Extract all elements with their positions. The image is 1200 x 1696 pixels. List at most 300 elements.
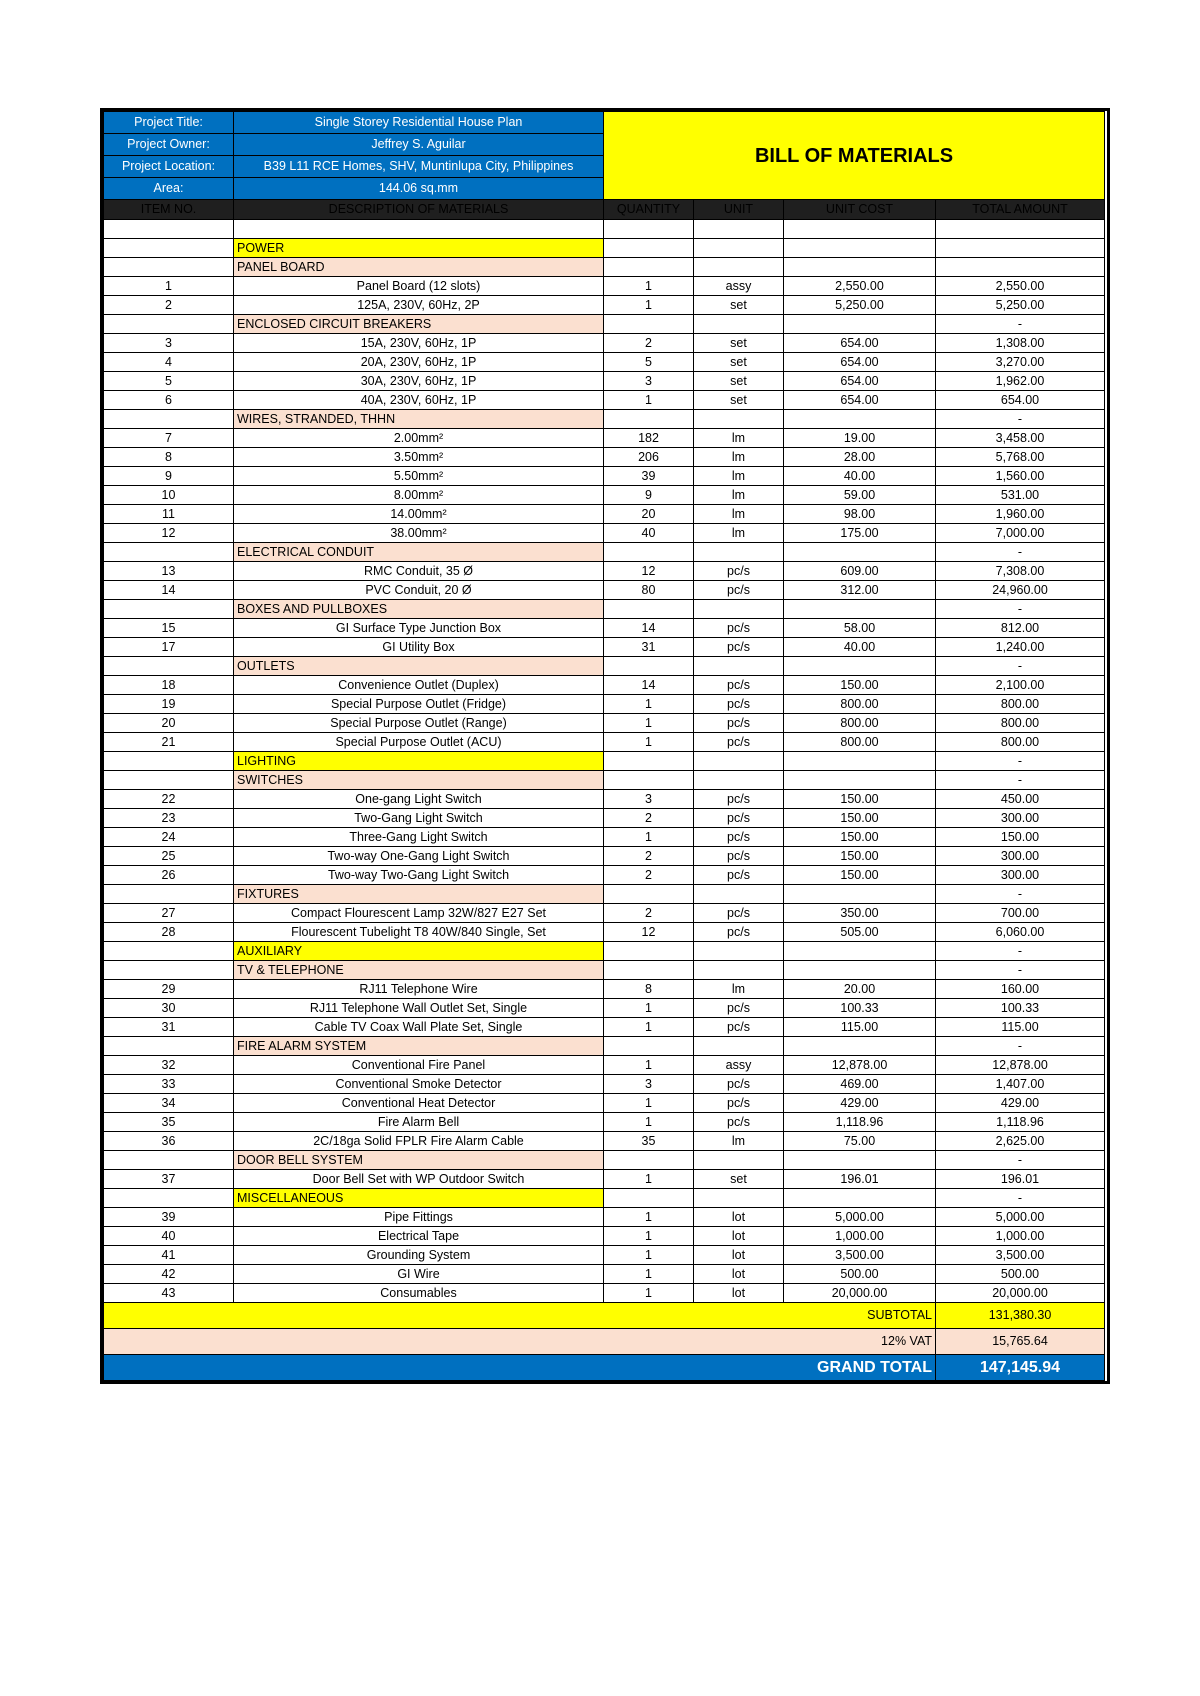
unit-cost-cell [784,1037,936,1056]
description-cell: 20A, 230V, 60Hz, 1P [234,353,604,372]
column-header-row [104,200,1105,220]
table-row [104,1246,1105,1265]
description-cell: Conventional Heat Detector [234,1094,604,1113]
total-amount-cell: 2,625.00 [936,1132,1105,1151]
unit-cost-cell: 505.00 [784,923,936,942]
table-row [104,1284,1105,1303]
subtotal-row [104,1303,1105,1329]
table-row [104,429,1105,448]
description-cell: GI Utility Box [234,638,604,657]
description-cell: Fire Alarm Bell [234,1113,604,1132]
quantity-cell: 20 [604,505,694,524]
item-no-cell [104,942,234,961]
item-no-cell: 5 [104,372,234,391]
unit-cell: pc/s [694,581,784,600]
unit-cost-cell: 150.00 [784,866,936,885]
description-cell: 2C/18ga Solid FPLR Fire Alarm Cable [234,1132,604,1151]
item-no-cell [104,885,234,904]
unit-cost-cell: 150.00 [784,828,936,847]
unit-cell: pc/s [694,695,784,714]
item-no-cell: 21 [104,733,234,752]
quantity-cell [604,600,694,619]
unit-cell: pc/s [694,809,784,828]
unit-cost-cell: 19.00 [784,429,936,448]
table-row [104,486,1105,505]
description-cell: Conventional Smoke Detector [234,1075,604,1094]
item-no-cell: 32 [104,1056,234,1075]
unit-cost-cell: 800.00 [784,733,936,752]
quantity-cell: 1 [604,1094,694,1113]
col-description: DESCRIPTION OF MATERIALS [234,200,604,220]
section-label: PANEL BOARD [234,258,604,277]
description-cell: Convenience Outlet (Duplex) [234,676,604,695]
unit-cell: lot [694,1227,784,1246]
item-no-cell: 15 [104,619,234,638]
unit-cell: pc/s [694,828,784,847]
total-amount-cell: 3,500.00 [936,1246,1105,1265]
quantity-cell: 1 [604,1265,694,1284]
total-amount-cell: 700.00 [936,904,1105,923]
total-amount-cell: 100.33 [936,999,1105,1018]
unit-cost-cell: 500.00 [784,1265,936,1284]
table-row [104,923,1105,942]
main-category-row [104,942,1105,961]
item-no-cell [104,239,234,258]
grand-total-label: GRAND TOTAL [104,1355,936,1381]
table-row [104,1170,1105,1189]
blank-cell [604,220,694,239]
item-no-cell: 3 [104,334,234,353]
quantity-cell [604,961,694,980]
table-row [104,581,1105,600]
bom-table [103,111,1105,1381]
total-amount-cell: 115.00 [936,1018,1105,1037]
quantity-cell: 182 [604,429,694,448]
total-amount-cell [936,239,1105,258]
item-no-cell: 27 [104,904,234,923]
unit-cost-cell: 1,000.00 [784,1227,936,1246]
col-unit: UNIT [694,200,784,220]
unit-cost-cell [784,258,936,277]
quantity-cell: 2 [604,847,694,866]
unit-cost-cell [784,657,936,676]
section-label: FIXTURES [234,885,604,904]
section-heading-row [104,885,1105,904]
unit-cost-cell [784,315,936,334]
item-no-cell: 33 [104,1075,234,1094]
blank-cell [936,220,1105,239]
description-cell: Three-Gang Light Switch [234,828,604,847]
main-category-row [104,239,1105,258]
item-no-cell [104,657,234,676]
total-amount-cell: 12,878.00 [936,1056,1105,1075]
table-row [104,619,1105,638]
item-no-cell [104,600,234,619]
section-label: DOOR BELL SYSTEM [234,1151,604,1170]
table-row [104,562,1105,581]
project-location-value: B39 L11 RCE Homes, SHV, Muntinlupa City, Philippines [234,156,604,178]
quantity-cell: 206 [604,448,694,467]
table-row [104,980,1105,999]
unit-cell: lot [694,1284,784,1303]
table-row [104,1113,1105,1132]
description-cell: 5.50mm² [234,467,604,486]
unit-cell: lm [694,448,784,467]
unit-cost-cell: 12,878.00 [784,1056,936,1075]
total-amount-cell: - [936,771,1105,790]
unit-cost-cell: 98.00 [784,505,936,524]
unit-cell: set [694,334,784,353]
quantity-cell: 3 [604,1075,694,1094]
item-no-cell: 14 [104,581,234,600]
item-no-cell: 28 [104,923,234,942]
unit-cost-cell [784,600,936,619]
total-amount-cell: 5,000.00 [936,1208,1105,1227]
section-heading-row [104,258,1105,277]
table-row [104,1208,1105,1227]
table-row [104,714,1105,733]
project-title-row [104,112,1105,134]
item-no-cell: 34 [104,1094,234,1113]
unit-cost-cell: 3,500.00 [784,1246,936,1265]
total-amount-cell: 1,308.00 [936,334,1105,353]
unit-cell [694,1037,784,1056]
item-no-cell: 40 [104,1227,234,1246]
unit-cell: lm [694,429,784,448]
total-amount-cell: - [936,961,1105,980]
unit-cell: pc/s [694,619,784,638]
table-row [104,999,1105,1018]
section-heading-row [104,1151,1105,1170]
table-row [104,1094,1105,1113]
item-no-cell [104,752,234,771]
unit-cell: lot [694,1246,784,1265]
unit-cost-cell: 5,250.00 [784,296,936,315]
unit-cell: lot [694,1208,784,1227]
unit-cost-cell [784,1189,936,1208]
quantity-cell: 1 [604,733,694,752]
table-row [104,353,1105,372]
area-value: 144.06 sq.mm [234,178,604,200]
unit-cost-cell: 175.00 [784,524,936,543]
quantity-cell: 3 [604,372,694,391]
item-no-cell [104,258,234,277]
quantity-cell: 2 [604,904,694,923]
unit-cost-cell: 800.00 [784,695,936,714]
quantity-cell: 2 [604,866,694,885]
total-amount-cell: 1,962.00 [936,372,1105,391]
unit-cell [694,600,784,619]
main-category-label: MISCELLANEOUS [234,1189,604,1208]
quantity-cell: 1 [604,1056,694,1075]
main-category-label: POWER [234,239,604,258]
blank-cell [694,220,784,239]
main-category-row [104,1189,1105,1208]
table-row [104,790,1105,809]
total-amount-cell: 5,250.00 [936,296,1105,315]
unit-cost-cell [784,410,936,429]
section-label: TV & TELEPHONE [234,961,604,980]
unit-cell: pc/s [694,1094,784,1113]
quantity-cell: 5 [604,353,694,372]
section-heading-row [104,315,1105,334]
unit-cell: pc/s [694,1075,784,1094]
unit-cell: set [694,391,784,410]
description-cell: 30A, 230V, 60Hz, 1P [234,372,604,391]
main-category-label: LIGHTING [234,752,604,771]
blank-cell [784,220,936,239]
project-location-label: Project Location: [104,156,234,178]
section-label: BOXES AND PULLBOXES [234,600,604,619]
unit-cost-cell [784,771,936,790]
quantity-cell: 40 [604,524,694,543]
item-no-cell: 31 [104,1018,234,1037]
project-title-value: Single Storey Residential House Plan [234,112,604,134]
description-cell: GI Surface Type Junction Box [234,619,604,638]
quantity-cell: 35 [604,1132,694,1151]
quantity-cell: 1 [604,277,694,296]
unit-cost-cell [784,961,936,980]
unit-cell: pc/s [694,923,784,942]
quantity-cell: 1 [604,999,694,1018]
item-no-cell: 11 [104,505,234,524]
unit-cost-cell: 28.00 [784,448,936,467]
unit-cost-cell [784,885,936,904]
total-amount-cell: 150.00 [936,828,1105,847]
quantity-cell: 1 [604,296,694,315]
item-no-cell: 17 [104,638,234,657]
unit-cost-cell: 150.00 [784,790,936,809]
unit-cell: lm [694,524,784,543]
description-cell: Door Bell Set with WP Outdoor Switch [234,1170,604,1189]
total-amount-cell: 450.00 [936,790,1105,809]
subtotal-value: 131,380.30 [936,1303,1105,1329]
quantity-cell: 1 [604,391,694,410]
unit-cost-cell: 609.00 [784,562,936,581]
unit-cell: pc/s [694,866,784,885]
unit-cell: pc/s [694,562,784,581]
total-amount-cell: 1,407.00 [936,1075,1105,1094]
total-amount-cell: 1,960.00 [936,505,1105,524]
item-no-cell [104,410,234,429]
item-no-cell: 6 [104,391,234,410]
grand-total-row [104,1355,1105,1381]
unit-cost-cell: 654.00 [784,334,936,353]
total-amount-cell: 5,768.00 [936,448,1105,467]
quantity-cell [604,657,694,676]
project-title-label: Project Title: [104,112,234,134]
item-no-cell: 42 [104,1265,234,1284]
unit-cell: pc/s [694,999,784,1018]
unit-cell [694,1189,784,1208]
unit-cell: assy [694,1056,784,1075]
item-no-cell: 4 [104,353,234,372]
description-cell: Compact Flourescent Lamp 32W/827 E27 Set [234,904,604,923]
total-amount-cell: - [936,1151,1105,1170]
unit-cell: pc/s [694,676,784,695]
quantity-cell [604,771,694,790]
quantity-cell: 3 [604,790,694,809]
item-no-cell: 10 [104,486,234,505]
total-amount-cell: - [936,752,1105,771]
item-no-cell: 37 [104,1170,234,1189]
unit-cell: lm [694,1132,784,1151]
unit-cell: lm [694,467,784,486]
quantity-cell [604,942,694,961]
item-no-cell: 7 [104,429,234,448]
description-cell: PVC Conduit, 20 Ø [234,581,604,600]
unit-cost-cell [784,942,936,961]
total-amount-cell: 300.00 [936,866,1105,885]
quantity-cell [604,258,694,277]
quantity-cell [604,885,694,904]
unit-cost-cell: 150.00 [784,809,936,828]
quantity-cell: 14 [604,619,694,638]
blank-cell [234,220,604,239]
item-no-cell: 43 [104,1284,234,1303]
section-heading-row [104,410,1105,429]
description-cell: 3.50mm² [234,448,604,467]
description-cell: 2.00mm² [234,429,604,448]
item-no-cell: 1 [104,277,234,296]
total-amount-cell: 7,308.00 [936,562,1105,581]
unit-cell: pc/s [694,733,784,752]
unit-cell [694,258,784,277]
unit-cost-cell: 75.00 [784,1132,936,1151]
total-amount-cell: - [936,543,1105,562]
quantity-cell: 9 [604,486,694,505]
unit-cell [694,410,784,429]
description-cell: Flourescent Tubelight T8 40W/840 Single, Set [234,923,604,942]
total-amount-cell: - [936,1189,1105,1208]
table-row [104,524,1105,543]
unit-cell [694,961,784,980]
unit-cell [694,543,784,562]
total-amount-cell: 531.00 [936,486,1105,505]
total-amount-cell: 160.00 [936,980,1105,999]
quantity-cell: 1 [604,714,694,733]
item-no-cell [104,1037,234,1056]
section-heading-row [104,1037,1105,1056]
unit-cost-cell: 40.00 [784,638,936,657]
total-amount-cell: 1,118.96 [936,1113,1105,1132]
item-no-cell: 25 [104,847,234,866]
col-item-no: ITEM NO. [104,200,234,220]
item-no-cell: 30 [104,999,234,1018]
table-row [104,676,1105,695]
table-row [104,334,1105,353]
table-row [104,448,1105,467]
total-amount-cell: 812.00 [936,619,1105,638]
item-no-cell: 29 [104,980,234,999]
item-no-cell: 35 [104,1113,234,1132]
description-cell: RJ11 Telephone Wire [234,980,604,999]
unit-cost-cell: 20,000.00 [784,1284,936,1303]
quantity-cell: 1 [604,695,694,714]
description-cell: Two-way Two-Gang Light Switch [234,866,604,885]
total-amount-cell: 2,550.00 [936,277,1105,296]
unit-cell [694,885,784,904]
project-owner-value: Jeffrey S. Aguilar [234,134,604,156]
quantity-cell: 1 [604,1170,694,1189]
unit-cost-cell [784,1151,936,1170]
unit-cell: lm [694,486,784,505]
description-cell: Panel Board (12 slots) [234,277,604,296]
unit-cost-cell: 20.00 [784,980,936,999]
quantity-cell: 1 [604,1113,694,1132]
table-row [104,1018,1105,1037]
quantity-cell [604,1189,694,1208]
description-cell: Pipe Fittings [234,1208,604,1227]
item-no-cell [104,1189,234,1208]
unit-cell: pc/s [694,904,784,923]
quantity-cell: 1 [604,1018,694,1037]
unit-cell [694,771,784,790]
table-row [104,904,1105,923]
item-no-cell: 2 [104,296,234,315]
table-row [104,1056,1105,1075]
quantity-cell: 12 [604,562,694,581]
subtotal-label: SUBTOTAL [104,1303,936,1329]
quantity-cell: 2 [604,334,694,353]
unit-cost-cell: 429.00 [784,1094,936,1113]
description-cell: Special Purpose Outlet (Range) [234,714,604,733]
description-cell: 15A, 230V, 60Hz, 1P [234,334,604,353]
total-amount-cell: 3,270.00 [936,353,1105,372]
description-cell: Conventional Fire Panel [234,1056,604,1075]
section-label: ELECTRICAL CONDUIT [234,543,604,562]
main-category-row [104,752,1105,771]
description-cell: Special Purpose Outlet (Fridge) [234,695,604,714]
table-row [104,1265,1105,1284]
quantity-cell: 1 [604,1208,694,1227]
total-amount-cell: - [936,657,1105,676]
section-label: WIRES, STRANDED, THHN [234,410,604,429]
unit-cell: pc/s [694,638,784,657]
total-amount-cell: 800.00 [936,733,1105,752]
table-row [104,1132,1105,1151]
item-no-cell: 39 [104,1208,234,1227]
item-no-cell: 18 [104,676,234,695]
quantity-cell [604,543,694,562]
description-cell: 38.00mm² [234,524,604,543]
total-amount-cell: - [936,885,1105,904]
unit-cost-cell: 100.33 [784,999,936,1018]
item-no-cell [104,961,234,980]
description-cell: Cable TV Coax Wall Plate Set, Single [234,1018,604,1037]
total-amount-cell: - [936,410,1105,429]
unit-cost-cell: 469.00 [784,1075,936,1094]
unit-cost-cell: 654.00 [784,391,936,410]
col-unit-cost: UNIT COST [784,200,936,220]
unit-cell [694,752,784,771]
unit-cost-cell: 5,000.00 [784,1208,936,1227]
section-heading-row [104,600,1105,619]
bill-of-materials-sheet [100,108,1110,1384]
unit-cell [694,1151,784,1170]
unit-cell: assy [694,277,784,296]
section-label: SWITCHES [234,771,604,790]
item-no-cell: 8 [104,448,234,467]
total-amount-cell: - [936,1037,1105,1056]
table-row [104,296,1105,315]
quantity-cell: 31 [604,638,694,657]
table-row [104,277,1105,296]
table-row [104,828,1105,847]
table-row [104,391,1105,410]
total-amount-cell: 500.00 [936,1265,1105,1284]
table-row [104,695,1105,714]
